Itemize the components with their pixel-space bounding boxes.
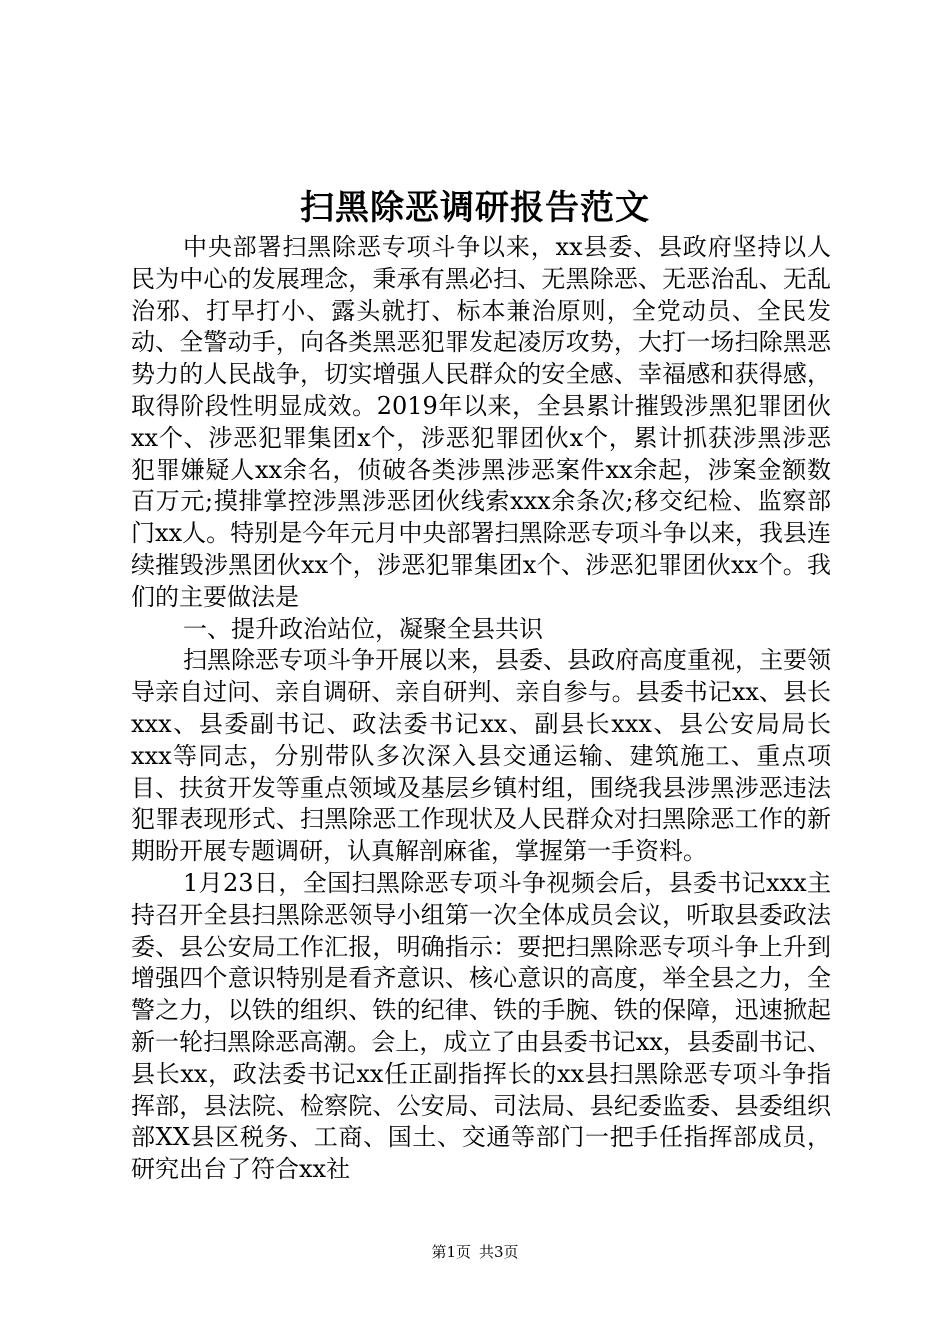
paragraph-intro: 中央部署扫黑除恶专项斗争以来，xx县委、县政府坚持以人民为中心的发展理念，秉承有黑必扫、无黑除恶、无恶治乱、无乱治邪、打早打小、露头就打、标本兼治原则，全党动员、全民发动、全警动手，向各类黑恶犯罪发起凌厉攻势，大打一场扫除黑恶势力的人民战争，切实增强人民群众的安全感、幸福感和获得感，取得阶段性明显成效。2019年以来，全县累计摧毁涉黑犯罪团伙xx个、涉恶犯罪集团x个，涉恶犯罪团伙x个，累计抓获涉黑涉恶犯罪嫌疑人xx余名，侦破各类涉黑涉恶案件xx余起，涉案金额数百万元;摸排掌控涉黑涉恶团伙线索xxx余条次;移交纪检、监察部门xx人。特别是今年元月中央部署扫黑除恶专项斗争以来，我县连续摧毁涉黑团伙xx个，涉恶犯罪集团x个、涉恶犯罪团伙xx个。我们的主要做法是 (131, 233, 831, 611)
document-body (131, 232, 831, 1186)
page-number: 第1页 (431, 1243, 471, 1261)
page-footer (0, 1242, 950, 1262)
page-total: 共3页 (479, 1243, 519, 1261)
section-heading-1: 一、提升政治站位，凝聚全县共识 (183, 614, 543, 643)
document-title: 扫黑除恶调研报告范文 (300, 188, 650, 228)
paragraph-meeting: 1月23日，全国扫黑除恶专项斗争视频会后，县委书记xxx主持召开全县扫黑除恶领导小组第一次全体成员会议，听取县委政法委、县公安局工作汇报，明确指示：要把扫黑除恶专项斗争上升到增强四个意识特别是看齐意识、核心意识的高度，举全县之力，全警之力，以铁的组织、铁的纪律、铁的手腕、铁的保障，迅速掀起新一轮扫黑除恶高潮。会上，成立了由县委书记xx，县委副书记、县长xx，政法委书记xx任正副指挥长的xx县扫黑除恶专项斗争指挥部，县法院、检察院、公安局、司法局、县纪委监委、县委组织部XX县区税务、工商、国土、交通等部门一把手任指挥部成员，研究出台了符合xx社 (131, 868, 831, 1184)
paragraph-section-1: 扫黑除恶专项斗争开展以来，县委、县政府高度重视，主要领导亲自过问、亲自调研、亲自研判、亲自参与。县委书记xx、县长xxx、县委副书记、政法委书记xx、副县长xxx、县公安局局长xxx等同志，分别带队多次深入县交通运输、建筑施工、重点项目、扶贫开发等重点领域及基层乡镇村组，围绕我县涉黑涉恶违法犯罪表现形式、扫黑除恶工作现状及人民群众对扫黑除恶工作的新期盼开展专题调研，认真解剖麻雀，掌握第一手资料。 (131, 646, 831, 866)
